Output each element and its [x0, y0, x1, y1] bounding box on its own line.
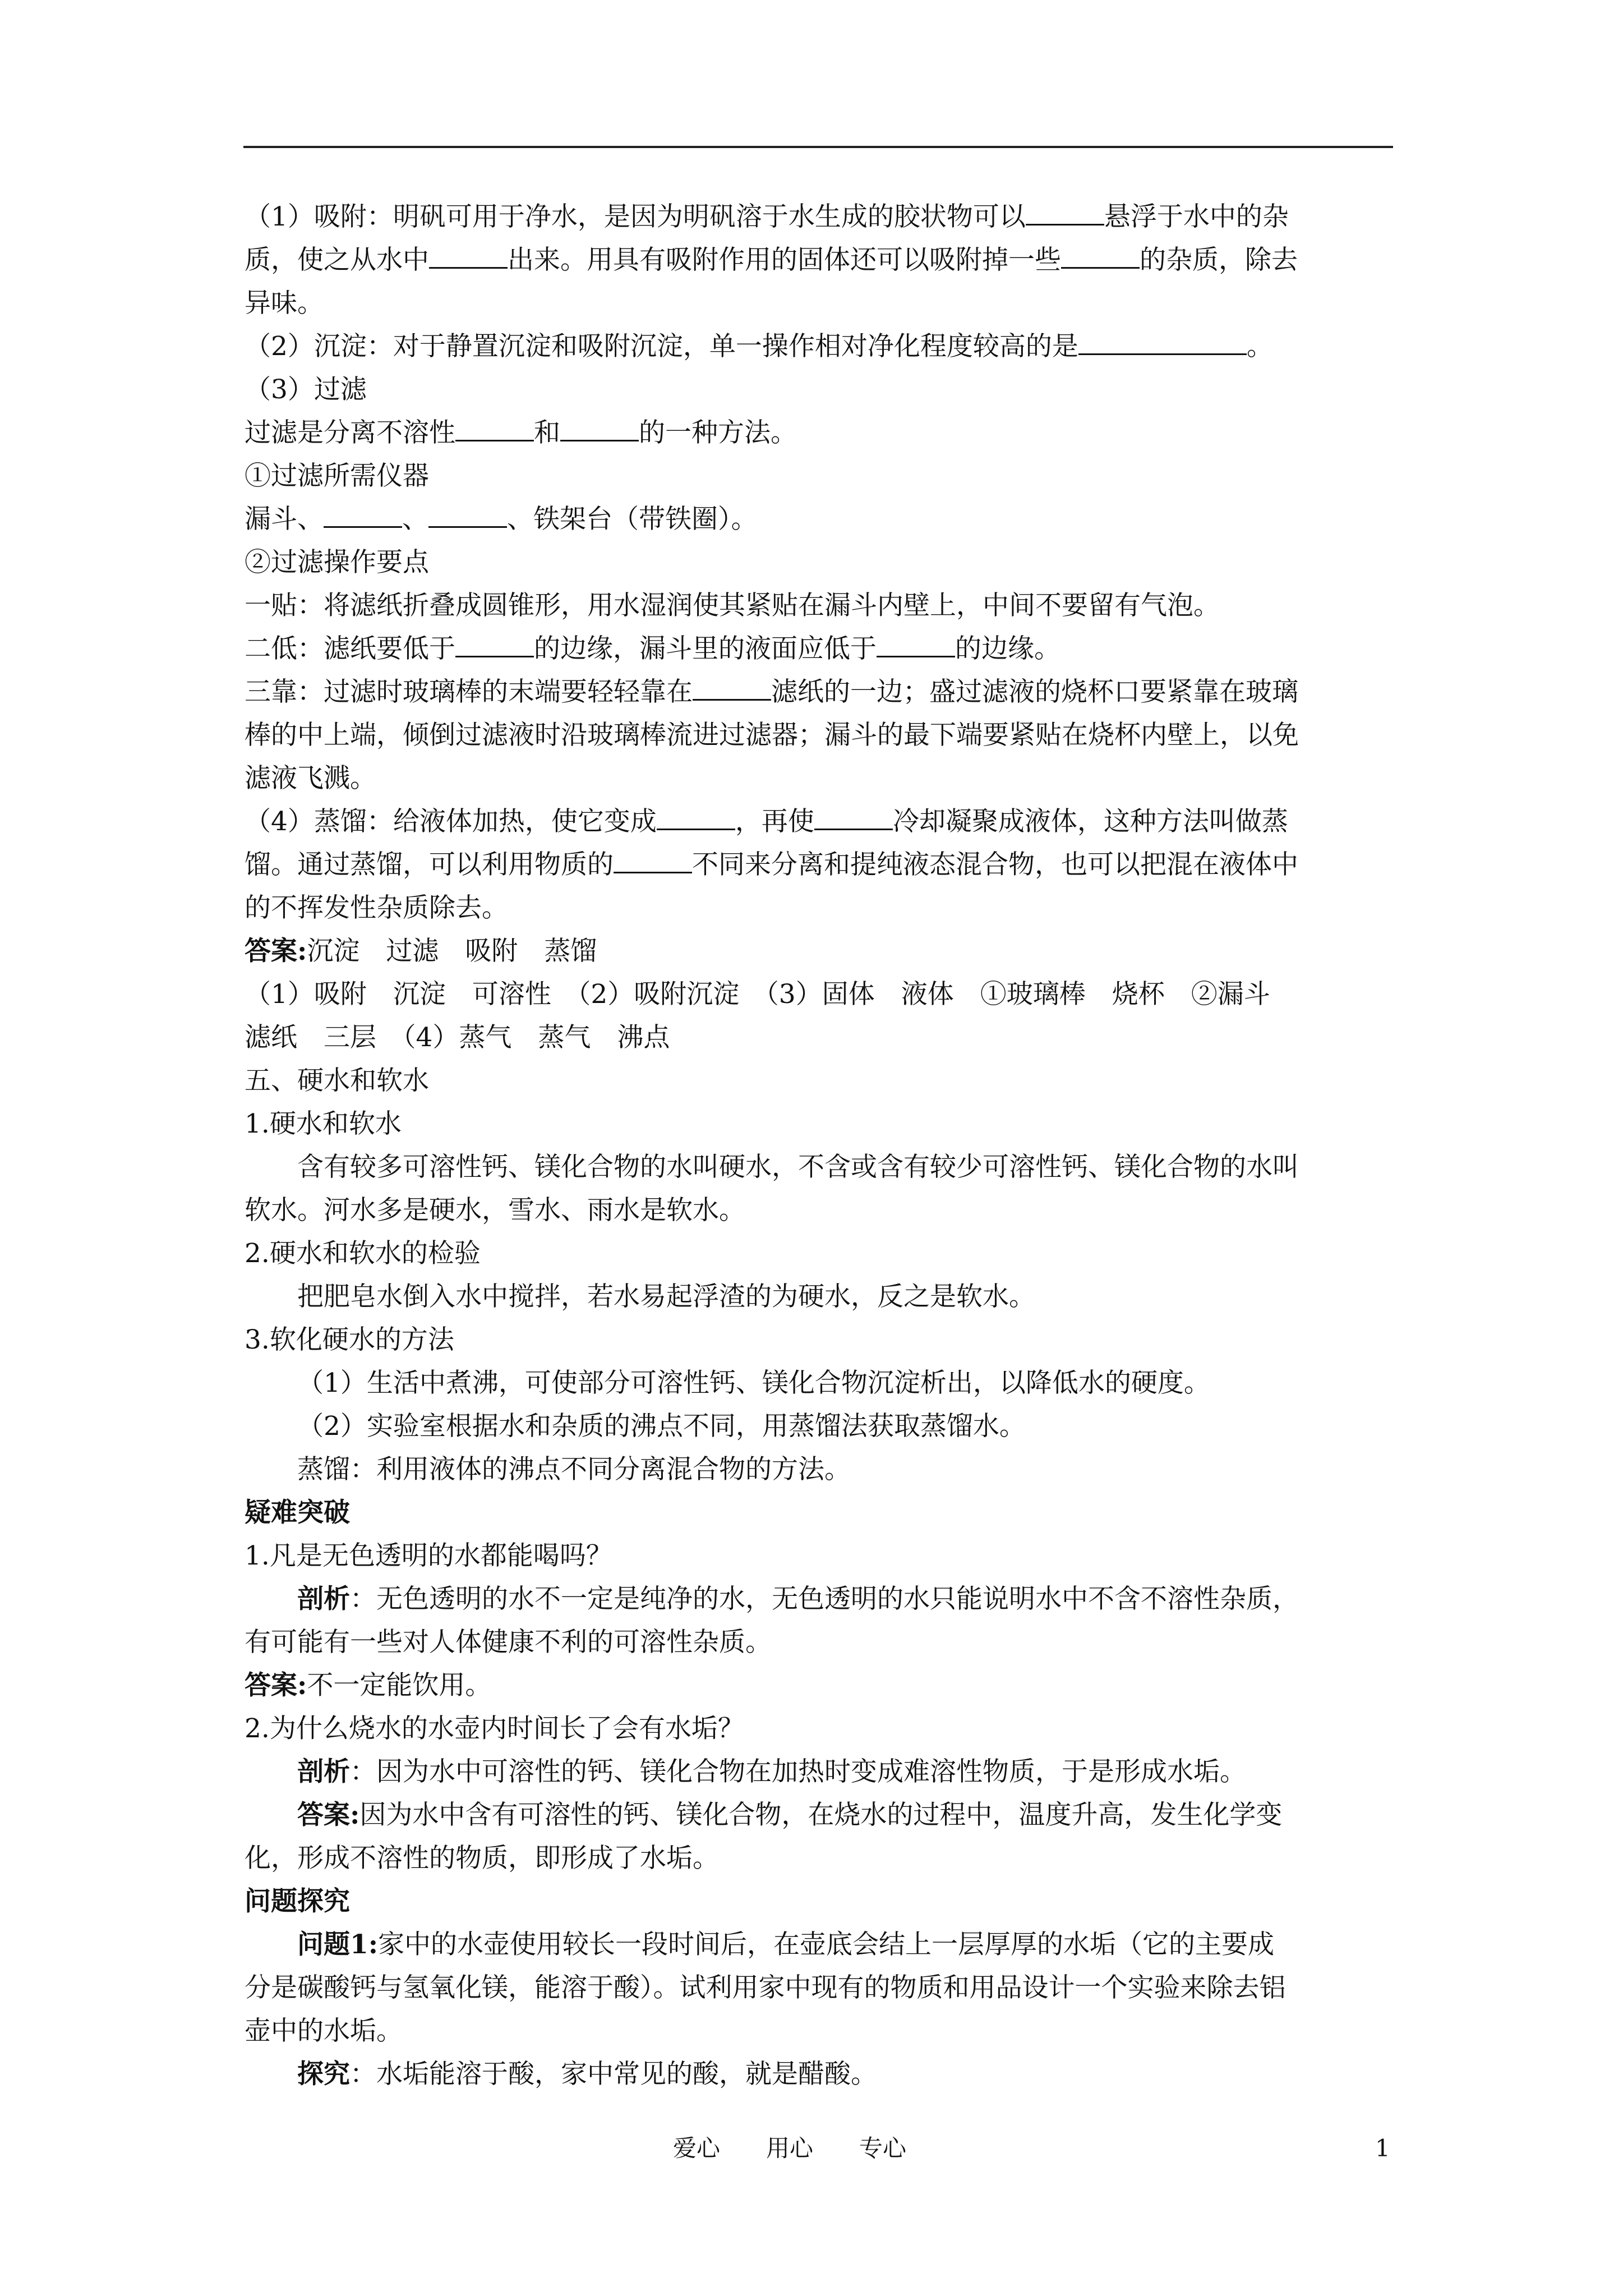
text-line: 质，使之从水中 出来。用具有吸附作用的固体还可以吸附掉一些 的杂质，除去	[245, 238, 1400, 282]
fill-blank	[455, 631, 534, 657]
text-line: 异味。	[245, 288, 324, 319]
subheading: 1.硬水和软水	[245, 1108, 402, 1139]
text-line: （1）吸附：明矾可用于净水，是因为明矾溶于水生成的胶状物可以 悬浮于水中的杂	[245, 195, 1400, 238]
text-line: 滤液飞溅。	[245, 763, 376, 794]
text-line: 漏斗、 、 、铁架台（带铁圈）。	[245, 498, 1400, 541]
answer-line: 答案:不一定能饮用。	[245, 1670, 492, 1701]
answer-line: 滤纸 三层 （4）蒸气 蒸气 沸点	[245, 1022, 670, 1053]
text-line: 棒的中上端，倾倒过滤液时沿玻璃棒流进过滤器；漏斗的最下端要紧贴在烧杯内壁上，以免	[245, 720, 1299, 751]
text-line: 壶中的水垢。	[245, 2016, 403, 2046]
text-line: 剖析：因为水中可溶性的钙、镁化合物在加热时变成难溶性物质，于是形成水垢。	[297, 1756, 1246, 1787]
text-line: ②过滤操作要点	[245, 547, 429, 578]
fill-blank	[614, 847, 692, 873]
footer-word: 专心	[859, 2134, 907, 2162]
page-number: 1	[1375, 2134, 1390, 2162]
fill-blank	[455, 415, 534, 441]
text-line: 化，形成不溶性的物质，即形成了水垢。	[245, 1843, 719, 1874]
page-footer	[0, 2132, 1623, 2165]
question-line: 问题1:家中的水壶使用较长一段时间后，在壶底会结上一层厚厚的水垢（它的主要成	[297, 1929, 1275, 1960]
fill-blank	[693, 674, 771, 701]
text-line: （2）实验室根据水和杂质的沸点不同，用蒸馏法获取蒸馏水。	[297, 1411, 1026, 1442]
fill-blank	[814, 804, 893, 830]
fill-blank	[1078, 329, 1247, 355]
fill-blank	[657, 804, 735, 830]
text-line: 有可能有一些对人体健康不利的可溶性杂质。	[245, 1627, 772, 1658]
text-line: 的不挥发性杂质除去。	[245, 892, 508, 923]
text-line: 剖析：无色透明的水不一定是纯净的水，无色透明的水只能说明水中不含不溶性杂质，	[297, 1584, 1299, 1614]
fill-blank	[324, 501, 402, 528]
text-line: （2）沉淀：对于静置沉淀和吸附沉淀，单一操作相对净化程度较高的是 。	[245, 325, 1400, 368]
fill-blank	[1061, 242, 1140, 269]
text-line: 分是碳酸钙与氢氧化镁，能溶于酸）。试利用家中现有的物质和用品设计一个实验来除去铝	[245, 1972, 1286, 2003]
text-line: ①过滤所需仪器	[245, 461, 429, 491]
question-line: 1.凡是无色透明的水都能喝吗？	[245, 1540, 612, 1571]
text-line: 探究：水垢能溶于酸，家中常见的酸，就是醋酸。	[297, 2059, 877, 2090]
footer-word: 用心	[766, 2134, 814, 2162]
text-line: 二低：滤纸要低于 的边缘，漏斗里的液面应低于 的边缘。	[245, 627, 1400, 670]
text-line: 三靠：过滤时玻璃棒的末端要轻轻靠在 滤纸的一边；盛过滤液的烧杯口要紧靠在玻璃	[245, 670, 1400, 714]
text-line: （4）蒸馏：给液体加热，使它变成 ，再使 冷却凝聚成液体，这种方法叫做蒸	[245, 800, 1400, 843]
fill-blank	[877, 631, 955, 657]
fill-blank	[429, 242, 508, 269]
text-line: 蒸馏：利用液体的沸点不同分离混合物的方法。	[297, 1454, 851, 1485]
fill-blank	[428, 501, 507, 528]
text-line: 过滤是分离不溶性 和 的一种方法。	[245, 411, 1400, 454]
subheading: 2.硬水和软水的检验	[245, 1238, 481, 1269]
text-line: （1）生活中煮沸，可使部分可溶性钙、镁化合物沉淀析出，以降低水的硬度。	[297, 1368, 1210, 1398]
fill-blank	[560, 415, 639, 441]
fill-blank	[1026, 199, 1104, 226]
header-rule	[243, 146, 1393, 148]
text-line: 软水。河水多是硬水，雪水、雨水是软水。	[245, 1195, 745, 1226]
text-line: 馏。通过蒸馏，可以利用物质的 不同来分离和提纯液态混合物，也可以把混在液体中	[245, 843, 1400, 886]
answer-line: 答案:因为水中含有可溶性的钙、镁化合物，在烧水的过程中，温度升高，发生化学变	[297, 1800, 1283, 1830]
text-line: （3）过滤	[245, 374, 367, 405]
question-line: 2.为什么烧水的水壶内时间长了会有水垢？	[245, 1713, 744, 1744]
section-title: 五、硬水和软水	[245, 1065, 429, 1096]
document-body	[245, 195, 1400, 2096]
section-title: 问题探究	[245, 1886, 350, 1917]
answer-line: 答案:沉淀 过滤 吸附 蒸馏	[245, 936, 597, 967]
answer-line: （1）吸附 沉淀 可溶性 （2）吸附沉淀 （3）固体 液体 ①玻璃棒 烧杯 ②漏斗	[245, 979, 1270, 1010]
text-line: 一贴：将滤纸折叠成圆锥形，用水湿润使其紧贴在漏斗内壁上，中间不要留有气泡。	[245, 590, 1220, 621]
subheading: 3.软化硬水的方法	[245, 1324, 454, 1355]
footer-motto	[673, 2132, 952, 2165]
text-line: 含有较多可溶性钙、镁化合物的水叫硬水，不含或含有较少可溶性钙、镁化合物的水叫	[297, 1152, 1299, 1182]
text-line: 把肥皂水倒入水中搅拌，若水易起浮渣的为硬水，反之是软水。	[297, 1281, 1035, 1312]
footer-word: 爱心	[673, 2134, 721, 2162]
section-title: 疑难突破	[245, 1497, 350, 1528]
